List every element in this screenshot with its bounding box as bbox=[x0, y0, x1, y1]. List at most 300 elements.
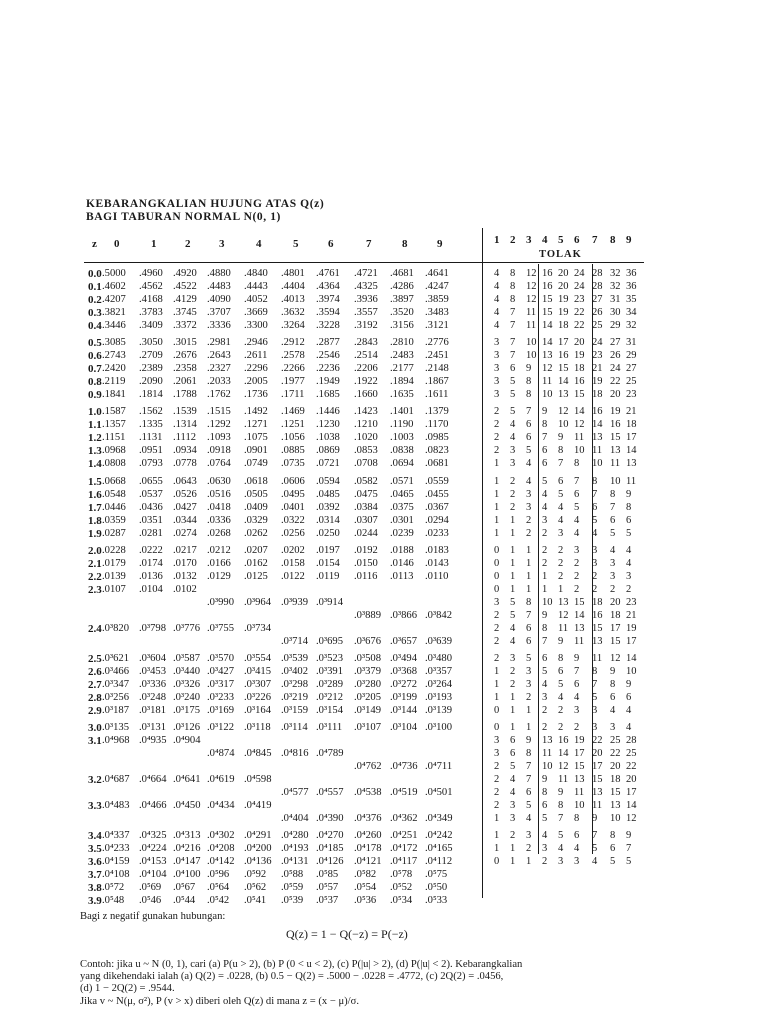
difference-cell: 3 bbox=[526, 488, 532, 500]
probability-cell: .2358 bbox=[173, 363, 197, 375]
probability-cell: .0³621 bbox=[102, 653, 130, 664]
probability-cell: .0307 bbox=[354, 514, 378, 526]
probability-cell: .0³466 bbox=[102, 666, 130, 677]
probability-cell: .0³272 bbox=[390, 679, 418, 690]
difference-cell: 9 bbox=[592, 813, 598, 825]
probability-cell: .0⁴313 bbox=[173, 830, 201, 842]
difference-cell: 3 bbox=[510, 458, 516, 470]
difference-cell: 8 bbox=[526, 389, 532, 401]
difference-cell: 11 bbox=[526, 307, 537, 318]
difference-cell: 2 bbox=[542, 544, 548, 556]
difference-cell: 4 bbox=[510, 787, 516, 799]
difference-cell: 2 bbox=[494, 406, 500, 418]
difference-cell: 7 bbox=[558, 813, 564, 825]
probability-cell: .0⁴216 bbox=[173, 843, 201, 855]
difference-cell: 20 bbox=[574, 337, 585, 349]
probability-cell: .0869 bbox=[316, 445, 340, 457]
difference-cell: 13 bbox=[592, 432, 603, 444]
probability-cell: .2514 bbox=[354, 350, 378, 362]
difference-cell: 23 bbox=[574, 294, 585, 305]
difference-cell: 1 bbox=[494, 475, 500, 487]
difference-cell: 10 bbox=[526, 337, 537, 349]
probability-cell: .0⁴100 bbox=[173, 869, 201, 881]
difference-cell: 9 bbox=[558, 432, 564, 444]
probability-cell: .1446 bbox=[316, 406, 340, 418]
z-value-label: 1.0 bbox=[88, 406, 102, 419]
probability-cell: .0³347 bbox=[102, 679, 130, 690]
probability-cell: .0⁴968 bbox=[102, 735, 130, 747]
probability-cell: .0⁴178 bbox=[354, 843, 382, 855]
difference-cell: 3 bbox=[626, 570, 632, 582]
difference-cell: 2 bbox=[574, 583, 580, 595]
probability-cell: .0119 bbox=[316, 570, 340, 582]
difference-cell: 5 bbox=[542, 475, 548, 487]
difference-cell: 20 bbox=[610, 596, 621, 608]
probability-cell: .0³842 bbox=[425, 609, 453, 621]
probability-cell: .0⁵78 bbox=[390, 869, 413, 881]
difference-cell: 2 bbox=[510, 679, 516, 690]
difference-cell: 6 bbox=[526, 432, 532, 444]
probability-cell: .3228 bbox=[316, 320, 340, 331]
probability-cell: .1190 bbox=[390, 419, 414, 431]
probability-cell: .0⁴598 bbox=[244, 774, 272, 786]
difference-cell: 19 bbox=[574, 735, 585, 747]
difference-cell: 4 bbox=[510, 774, 516, 786]
probability-cell: .2946 bbox=[244, 337, 268, 349]
probability-cell: .0³368 bbox=[390, 666, 418, 677]
z-value-label: 3.9 bbox=[88, 895, 102, 908]
probability-cell: .2420 bbox=[102, 363, 126, 375]
difference-cell: 17 bbox=[592, 761, 603, 773]
probability-cell: .0⁴762 bbox=[354, 761, 382, 773]
probability-cell: .0166 bbox=[207, 557, 231, 569]
difference-cell: 14 bbox=[558, 376, 569, 388]
probability-cell: .3446 bbox=[102, 320, 126, 331]
probability-cell: .0⁴935 bbox=[139, 735, 167, 747]
probability-cell: .0537 bbox=[139, 488, 163, 500]
probability-cell: .2119 bbox=[102, 376, 126, 388]
difference-cell: 17 bbox=[610, 622, 621, 634]
probability-cell: .1170 bbox=[425, 419, 449, 431]
probability-cell: .2483 bbox=[390, 350, 414, 362]
difference-cell: 3 bbox=[494, 735, 500, 747]
difference-cell: 25 bbox=[626, 376, 637, 388]
probability-cell: .2743 bbox=[102, 350, 126, 362]
probability-cell: .0⁵36 bbox=[354, 895, 377, 907]
probability-cell: .0694 bbox=[390, 458, 414, 470]
probability-cell: .1922 bbox=[354, 376, 378, 388]
difference-cell: 4 bbox=[626, 705, 632, 716]
difference-cell: 11 bbox=[542, 376, 553, 388]
probability-cell: .0107 bbox=[102, 583, 126, 595]
difference-cell: 2 bbox=[610, 583, 616, 595]
probability-cell: .4522 bbox=[173, 281, 197, 292]
probability-cell: .0985 bbox=[425, 432, 449, 444]
difference-cell: 4 bbox=[558, 692, 564, 703]
difference-cell: 6 bbox=[542, 445, 548, 457]
probability-cell: .2206 bbox=[354, 363, 378, 375]
probability-cell: .0735 bbox=[281, 458, 305, 470]
negative-z-note: Bagi z negatif gunakan hubungan: bbox=[80, 911, 226, 922]
difference-cell: 2 bbox=[542, 527, 548, 539]
difference-cell: 8 bbox=[510, 281, 516, 292]
difference-cell: 11 bbox=[592, 800, 603, 812]
probability-cell: .2090 bbox=[139, 376, 163, 388]
probability-cell: .0³508 bbox=[354, 653, 382, 664]
probability-cell: .0197 bbox=[316, 544, 340, 556]
probability-cell: .1020 bbox=[354, 432, 378, 444]
difference-cell: 25 bbox=[610, 735, 621, 747]
difference-cell: 2 bbox=[574, 722, 580, 734]
probability-cell: .0⁴208 bbox=[207, 843, 235, 855]
difference-cell: 2 bbox=[494, 609, 500, 621]
probability-cell: .0594 bbox=[316, 475, 340, 487]
probability-cell: .0³181 bbox=[139, 705, 167, 716]
difference-cell: 2 bbox=[510, 666, 516, 677]
probability-cell: .0314 bbox=[316, 514, 340, 526]
difference-cell: 5 bbox=[526, 653, 532, 664]
probability-cell: .3821 bbox=[102, 307, 126, 318]
difference-cell: 5 bbox=[610, 527, 616, 539]
probability-cell: .0³539 bbox=[281, 653, 309, 664]
difference-cell: 30 bbox=[610, 307, 621, 318]
difference-cell: 10 bbox=[610, 475, 621, 487]
probability-cell: .1151 bbox=[102, 432, 126, 444]
difference-cell: 0 bbox=[494, 557, 500, 569]
difference-group-divider-left bbox=[538, 264, 539, 854]
difference-cell: 1 bbox=[526, 705, 532, 716]
probability-cell: .0559 bbox=[425, 475, 449, 487]
difference-cell: 12 bbox=[558, 406, 569, 418]
difference-cell: 16 bbox=[558, 350, 569, 362]
difference-cell: 6 bbox=[610, 692, 616, 703]
probability-cell: .2327 bbox=[207, 363, 231, 375]
difference-cell: 8 bbox=[510, 268, 516, 279]
probability-cell: .0³523 bbox=[316, 653, 344, 664]
difference-cell: 1 bbox=[494, 488, 500, 500]
probability-cell: .0136 bbox=[139, 570, 163, 582]
difference-cell: 19 bbox=[592, 376, 603, 388]
z-value-label: 3.3 bbox=[88, 800, 102, 813]
probability-cell: .0668 bbox=[102, 475, 126, 487]
probability-cell: .0⁴337 bbox=[102, 830, 130, 842]
difference-cell: 23 bbox=[592, 350, 603, 362]
difference-cell: 1 bbox=[510, 583, 516, 595]
probability-cell: .0⁵62 bbox=[244, 882, 267, 894]
probability-cell: .2810 bbox=[390, 337, 414, 349]
difference-cell: 1 bbox=[494, 830, 500, 842]
probability-cell: .0³776 bbox=[173, 622, 201, 634]
probability-cell: .4247 bbox=[425, 281, 449, 292]
digit-column-header: 2 bbox=[185, 238, 191, 250]
difference-cell: 19 bbox=[558, 307, 569, 318]
difference-cell: 13 bbox=[558, 389, 569, 401]
probability-cell: .0250 bbox=[316, 527, 340, 539]
difference-cell: 18 bbox=[610, 774, 621, 786]
difference-cell: 3 bbox=[610, 570, 616, 582]
probability-cell: .0⁵50 bbox=[425, 882, 448, 894]
difference-cell: 5 bbox=[558, 679, 564, 690]
difference-cell: 25 bbox=[592, 320, 603, 331]
difference-cell: 7 bbox=[542, 635, 548, 647]
z-value-label: 0.6 bbox=[88, 350, 102, 363]
difference-cell: 2 bbox=[510, 830, 516, 842]
probability-cell: .0808 bbox=[102, 458, 126, 470]
difference-cell: 8 bbox=[542, 787, 548, 799]
probability-cell: .0281 bbox=[139, 527, 163, 539]
difference-cell: 15 bbox=[558, 363, 569, 375]
difference-cell: 5 bbox=[510, 609, 516, 621]
probability-cell: .1131 bbox=[139, 432, 163, 444]
probability-cell: .0207 bbox=[244, 544, 268, 556]
probability-cell: .0104 bbox=[139, 583, 163, 595]
probability-cell: .1562 bbox=[139, 406, 163, 418]
difference-cell: 4 bbox=[592, 527, 598, 539]
probability-cell: .3264 bbox=[281, 320, 305, 331]
difference-cell: 3 bbox=[510, 653, 516, 664]
probability-cell: .0179 bbox=[102, 557, 126, 569]
difference-cell: 1 bbox=[494, 527, 500, 539]
difference-cell: 5 bbox=[558, 830, 564, 842]
probability-cell: .0⁴108 bbox=[102, 869, 130, 881]
difference-cell: 4 bbox=[510, 622, 516, 634]
difference-cell: 4 bbox=[494, 281, 500, 292]
probability-cell: .0³317 bbox=[207, 679, 235, 690]
difference-cell: 16 bbox=[610, 419, 621, 431]
probability-cell: .4840 bbox=[244, 268, 268, 279]
probability-cell: .0³187 bbox=[102, 705, 130, 716]
difference-cell: 7 bbox=[558, 458, 564, 470]
difference-cell: 7 bbox=[510, 320, 516, 331]
difference-cell: 2 bbox=[574, 557, 580, 569]
probability-cell: .0⁴193 bbox=[281, 843, 309, 855]
probability-cell: .0³289 bbox=[316, 679, 344, 690]
probability-cell: .0³240 bbox=[173, 692, 201, 703]
difference-cell: 2 bbox=[542, 705, 548, 716]
difference-cell: 16 bbox=[592, 406, 603, 418]
difference-column-header: 3 bbox=[526, 234, 532, 246]
difference-cell: 3 bbox=[494, 748, 500, 760]
probability-cell: .3594 bbox=[316, 307, 340, 318]
probability-cell: .0⁴450 bbox=[173, 800, 201, 812]
difference-cell: 8 bbox=[574, 813, 580, 825]
difference-cell: 14 bbox=[626, 800, 637, 812]
probability-cell: .0116 bbox=[354, 570, 378, 582]
probability-cell: .3409 bbox=[139, 320, 163, 331]
difference-cell: 6 bbox=[526, 787, 532, 799]
probability-cell: .0⁴224 bbox=[139, 843, 167, 855]
probability-cell: .2451 bbox=[425, 350, 449, 362]
difference-cell: 6 bbox=[558, 475, 564, 487]
probability-cell: .0³307 bbox=[244, 679, 272, 690]
probability-cell: .0³639 bbox=[425, 635, 453, 647]
difference-cell: 11 bbox=[526, 320, 537, 331]
difference-cell: 24 bbox=[574, 281, 585, 292]
probability-cell: .0125 bbox=[244, 570, 268, 582]
difference-cell: 2 bbox=[542, 722, 548, 734]
probability-cell: .4602 bbox=[102, 281, 126, 292]
probability-cell: .0⁴664 bbox=[139, 774, 167, 786]
probability-cell: .1867 bbox=[425, 376, 449, 388]
digit-column-header: 3 bbox=[219, 238, 225, 250]
probability-cell: .0⁴104 bbox=[139, 869, 167, 881]
probability-cell: .0⁴845 bbox=[244, 748, 272, 760]
probability-cell: .0³126 bbox=[173, 722, 201, 734]
digit-column-header: 4 bbox=[256, 238, 262, 250]
probability-cell: .0³298 bbox=[281, 679, 309, 690]
probability-cell: .3745 bbox=[173, 307, 197, 318]
difference-cell: 16 bbox=[542, 268, 553, 279]
difference-cell: 4 bbox=[494, 320, 500, 331]
probability-cell: .0606 bbox=[281, 475, 305, 487]
probability-cell: .0³131 bbox=[139, 722, 167, 734]
difference-cell: 8 bbox=[610, 679, 616, 690]
difference-cell: 2 bbox=[526, 527, 532, 539]
probability-cell: .0294 bbox=[425, 514, 449, 526]
difference-cell: 34 bbox=[626, 307, 637, 318]
probability-cell: .0³122 bbox=[207, 722, 235, 734]
probability-cell: .0793 bbox=[139, 458, 163, 470]
probability-cell: .0⁵52 bbox=[390, 882, 413, 894]
difference-cell: 7 bbox=[592, 679, 598, 690]
difference-cell: 16 bbox=[542, 281, 553, 292]
z-value-label: 2.1 bbox=[88, 557, 102, 570]
difference-cell: 1 bbox=[494, 843, 500, 855]
difference-cell: 9 bbox=[526, 363, 532, 375]
probability-cell: .0⁵67 bbox=[173, 882, 196, 894]
difference-cell: 3 bbox=[526, 830, 532, 842]
probability-cell: .0⁵34 bbox=[390, 895, 413, 907]
probability-cell: .3336 bbox=[207, 320, 231, 331]
difference-cell: 26 bbox=[610, 350, 621, 362]
probability-cell: .3015 bbox=[173, 337, 197, 349]
probability-cell: .0495 bbox=[281, 488, 305, 500]
probability-cell: .0³939 bbox=[281, 596, 309, 608]
probability-cell: .0³326 bbox=[173, 679, 201, 690]
probability-cell: .0⁵59 bbox=[281, 882, 304, 894]
probability-cell: .0⁴501 bbox=[425, 787, 453, 799]
probability-cell: .2611 bbox=[244, 350, 268, 362]
probability-cell: .0³118 bbox=[244, 722, 271, 734]
difference-cell: 3 bbox=[542, 843, 548, 855]
difference-cell: 8 bbox=[542, 622, 548, 634]
probability-cell: .0³914 bbox=[316, 596, 344, 608]
difference-cell: 4 bbox=[542, 679, 548, 690]
digit-column-header: 6 bbox=[328, 238, 334, 250]
probability-cell: .0823 bbox=[425, 445, 449, 457]
difference-cell: 5 bbox=[510, 389, 516, 401]
probability-cell: .4960 bbox=[139, 268, 163, 279]
difference-cell: 6 bbox=[510, 748, 516, 760]
difference-cell: 2 bbox=[626, 583, 632, 595]
probability-cell: .3300 bbox=[244, 320, 268, 331]
difference-cell: 12 bbox=[626, 813, 637, 825]
difference-cell: 8 bbox=[574, 458, 580, 470]
probability-cell: .0³107 bbox=[354, 722, 382, 734]
probability-cell: .0764 bbox=[207, 458, 231, 470]
probability-cell: .0⁵75 bbox=[425, 869, 448, 881]
difference-cell: 2 bbox=[526, 843, 532, 855]
probability-cell: .0⁴483 bbox=[102, 800, 130, 812]
difference-cell: 15 bbox=[574, 389, 585, 401]
difference-cell: 2 bbox=[494, 761, 500, 773]
difference-cell: 6 bbox=[542, 653, 548, 664]
probability-cell: .1251 bbox=[281, 419, 305, 431]
probability-cell: .0³100 bbox=[425, 722, 453, 734]
difference-cell: 2 bbox=[526, 692, 532, 703]
probability-cell: .2266 bbox=[281, 363, 305, 375]
probability-cell: .0708 bbox=[354, 458, 378, 470]
probability-cell: .0⁴325 bbox=[139, 830, 167, 842]
difference-cell: 28 bbox=[592, 268, 603, 279]
probability-cell: .1949 bbox=[316, 376, 340, 388]
probability-cell: .0192 bbox=[354, 544, 378, 556]
difference-cell: 4 bbox=[592, 856, 598, 868]
difference-cell: 13 bbox=[542, 735, 553, 747]
difference-cell: 2 bbox=[526, 514, 532, 526]
probability-cell: .4052 bbox=[244, 294, 268, 305]
difference-cell: 1 bbox=[510, 705, 516, 716]
probability-cell: .0³755 bbox=[207, 622, 235, 634]
difference-column-header: 2 bbox=[510, 234, 516, 246]
difference-cell: 36 bbox=[626, 268, 637, 279]
probability-cell: .0³494 bbox=[390, 653, 418, 664]
difference-cell: 20 bbox=[558, 281, 569, 292]
difference-cell: 1 bbox=[510, 514, 516, 526]
difference-cell: 12 bbox=[558, 761, 569, 773]
difference-cell: 2 bbox=[558, 705, 564, 716]
difference-cell: 3 bbox=[494, 337, 500, 349]
probability-cell: .0⁴270 bbox=[316, 830, 344, 842]
probability-cell: .0⁴711 bbox=[425, 761, 453, 773]
difference-cell: 10 bbox=[526, 350, 537, 362]
probability-cell: .1379 bbox=[425, 406, 449, 418]
difference-cell: 1 bbox=[510, 843, 516, 855]
difference-cell: 3 bbox=[510, 800, 516, 812]
z-value-label: 1.9 bbox=[88, 527, 102, 540]
probability-cell: .0⁴185 bbox=[316, 843, 344, 855]
z-value-label: 0.5 bbox=[88, 337, 102, 350]
difference-cell: 1 bbox=[510, 856, 516, 868]
difference-cell: 16 bbox=[558, 735, 569, 747]
z-value-label: 2.4 bbox=[88, 622, 102, 635]
difference-cell: 4 bbox=[610, 705, 616, 716]
digit-column-header: 1 bbox=[151, 238, 157, 250]
difference-cell: 9 bbox=[626, 830, 632, 842]
probability-cell: .0⁴349 bbox=[425, 813, 453, 825]
probability-cell: .0287 bbox=[102, 527, 126, 539]
difference-cell: 9 bbox=[610, 666, 616, 677]
difference-cell: 6 bbox=[558, 666, 564, 677]
probability-cell: .1977 bbox=[281, 376, 305, 388]
probability-cell: .0681 bbox=[425, 458, 449, 470]
difference-cell: 36 bbox=[626, 281, 637, 292]
difference-cell: 1 bbox=[494, 514, 500, 526]
probability-cell: .0262 bbox=[244, 527, 268, 539]
difference-cell: 1 bbox=[510, 557, 516, 569]
difference-cell: 20 bbox=[610, 389, 621, 401]
probability-cell: .2776 bbox=[425, 337, 449, 349]
difference-cell: 10 bbox=[574, 800, 585, 812]
probability-cell: .2236 bbox=[316, 363, 340, 375]
difference-cell: 7 bbox=[526, 761, 532, 773]
digit-column-header: 0 bbox=[114, 238, 120, 250]
probability-cell: .0⁴280 bbox=[281, 830, 309, 842]
probability-cell: .0322 bbox=[281, 514, 305, 526]
difference-cell: 23 bbox=[626, 389, 637, 401]
probability-cell: .0239 bbox=[390, 527, 414, 539]
probability-cell: .0170 bbox=[173, 557, 197, 569]
